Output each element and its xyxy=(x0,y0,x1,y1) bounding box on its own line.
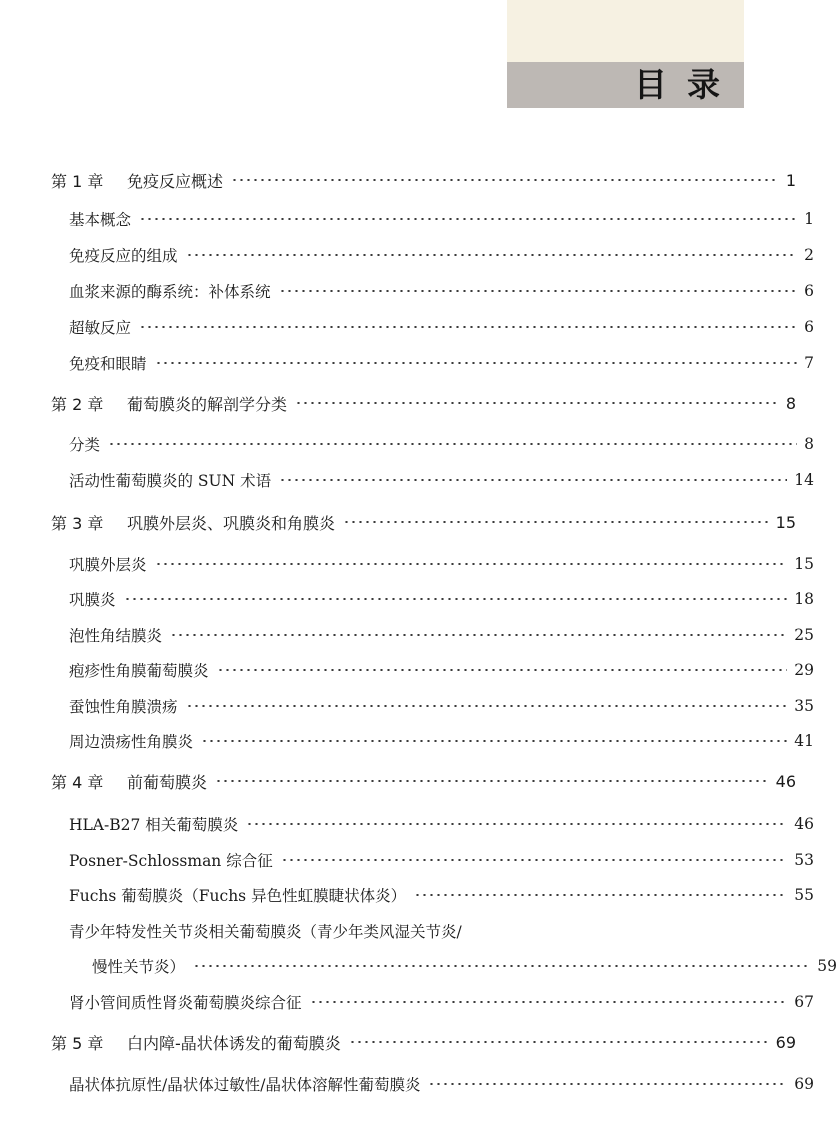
section-title: HLA-B27 相关葡萄膜炎 xyxy=(69,816,239,834)
toc-section[interactable] xyxy=(0,652,814,688)
chapter-number: 第 2 章 xyxy=(51,394,104,414)
dot-leader xyxy=(246,823,787,825)
toc-section[interactable] xyxy=(0,617,814,653)
toc-section[interactable] xyxy=(0,877,814,913)
page-number: 7 xyxy=(804,354,814,372)
dot-leader xyxy=(215,780,769,782)
section-title: 泡性角结膜炎 xyxy=(69,627,163,645)
toc-section[interactable] xyxy=(0,581,814,617)
dot-leader xyxy=(139,218,797,220)
dot-leader xyxy=(186,705,788,707)
page-number: 8 xyxy=(785,393,796,413)
page-number: 41 xyxy=(794,732,814,750)
dot-leader xyxy=(295,402,779,404)
page-number: 8 xyxy=(804,435,814,453)
page-number: 2 xyxy=(804,246,814,264)
page-number: 46 xyxy=(775,771,796,791)
section-title: 蚕蚀性角膜溃疡 xyxy=(69,698,178,716)
toc-section[interactable] xyxy=(0,273,814,309)
page-number: 46 xyxy=(794,815,814,833)
section-title: 周边溃疡性角膜炎 xyxy=(69,733,194,751)
dot-leader xyxy=(155,563,788,565)
toc-section[interactable] xyxy=(0,723,814,759)
dot-leader xyxy=(201,740,787,742)
chapter-number: 第 3 章 xyxy=(51,513,104,533)
section-title: 肾小管间质性肾炎葡萄膜炎综合征 xyxy=(69,994,302,1012)
toc-section[interactable] xyxy=(0,309,814,345)
dot-leader xyxy=(281,859,788,861)
dot-leader xyxy=(349,1041,769,1043)
dot-leader xyxy=(193,965,810,967)
dot-leader xyxy=(279,290,798,292)
section-title: 巩膜炎 xyxy=(69,591,116,609)
toc-section[interactable] xyxy=(0,688,814,724)
page-number: 69 xyxy=(794,1075,814,1093)
page-number: 1 xyxy=(804,210,814,228)
page-number: 69 xyxy=(775,1032,796,1052)
page-number: 55 xyxy=(794,886,814,904)
section-title: 分类 xyxy=(69,436,101,454)
page-number: 1 xyxy=(785,170,796,190)
dot-leader xyxy=(428,1083,787,1085)
section-title: 疱疹性角膜葡萄膜炎 xyxy=(69,662,209,680)
toc-section[interactable] xyxy=(0,984,814,1020)
dot-leader xyxy=(186,254,798,256)
section-title: 免疫反应的组成 xyxy=(69,247,178,265)
toc-section[interactable] xyxy=(0,426,814,462)
dot-leader xyxy=(170,634,787,636)
chapter-number: 第 1 章 xyxy=(51,171,104,191)
section-title: 活动性葡萄膜炎的 SUN 术语 xyxy=(69,472,272,490)
chapter-title: 葡萄膜炎的解剖学分类 xyxy=(127,394,288,414)
toc-section[interactable] xyxy=(0,345,814,381)
toc-section[interactable] xyxy=(0,201,814,237)
chapter-number: 第 4 章 xyxy=(51,772,104,792)
section-title: Posner-Schlossman 综合征 xyxy=(69,852,273,870)
toc-section[interactable] xyxy=(0,237,814,273)
toc-chapter-4[interactable] xyxy=(0,763,796,799)
dot-leader xyxy=(124,598,788,600)
page-number: 15 xyxy=(775,512,796,532)
section-title: 基本概念 xyxy=(69,211,132,229)
dot-leader xyxy=(108,443,797,445)
toc-section[interactable] xyxy=(0,546,814,582)
dot-leader xyxy=(414,894,787,896)
section-title: 超敏反应 xyxy=(69,319,132,337)
section-title: 血浆来源的酶系统：补体系统 xyxy=(69,283,271,301)
section-title: 免疫和眼睛 xyxy=(69,355,147,373)
dot-leader xyxy=(279,479,787,481)
chapter-title: 前葡萄膜炎 xyxy=(127,772,208,792)
dot-leader xyxy=(155,362,798,364)
dot-leader xyxy=(343,521,769,523)
section-title-continuation: 慢性关节炎） xyxy=(92,958,186,976)
toc-section[interactable] xyxy=(0,1066,814,1102)
chapter-number: 第 5 章 xyxy=(51,1033,104,1053)
toc-section[interactable] xyxy=(0,842,814,878)
dot-leader xyxy=(310,1001,788,1003)
section-title: 青少年特发性关节炎相关葡萄膜炎（青少年类风湿关节炎/ xyxy=(69,923,462,941)
chapter-title: 白内障-晶状体诱发的葡萄膜炎 xyxy=(127,1033,341,1053)
page-number: 15 xyxy=(794,555,814,573)
toc-section[interactable] xyxy=(0,806,814,842)
page-number: 6 xyxy=(804,282,814,300)
page-number: 53 xyxy=(794,851,814,869)
toc-section-continuation[interactable] xyxy=(0,948,837,984)
toc-chapter-2[interactable] xyxy=(0,385,796,421)
page-number: 35 xyxy=(794,697,814,715)
page-number: 29 xyxy=(794,661,814,679)
page-number: 67 xyxy=(794,993,814,1011)
chapter-title: 免疫反应概述 xyxy=(127,171,224,191)
dot-leader xyxy=(217,669,788,671)
page-title: 目录 xyxy=(634,65,740,104)
page-number: 18 xyxy=(794,590,814,608)
section-title: Fuchs 葡萄膜炎（Fuchs 异色性虹膜睫状体炎） xyxy=(69,887,407,905)
toc-chapter-3[interactable] xyxy=(0,504,796,540)
dot-leader xyxy=(139,326,797,328)
chapter-title: 巩膜外层炎、巩膜炎和角膜炎 xyxy=(127,513,336,533)
dot-leader xyxy=(231,179,779,181)
section-title: 巩膜外层炎 xyxy=(69,556,147,574)
toc-chapter-1[interactable] xyxy=(0,162,796,198)
page-number: 14 xyxy=(794,471,814,489)
page-number: 59 xyxy=(817,957,837,975)
toc-section[interactable] xyxy=(0,462,814,498)
toc-chapter-5[interactable] xyxy=(0,1024,796,1060)
page-number: 6 xyxy=(804,318,814,336)
page-number: 25 xyxy=(794,626,814,644)
toc-section-first-line[interactable] xyxy=(0,913,814,949)
section-title: 晶状体抗原性/晶状体过敏性/晶状体溶解性葡萄膜炎 xyxy=(69,1076,421,1094)
